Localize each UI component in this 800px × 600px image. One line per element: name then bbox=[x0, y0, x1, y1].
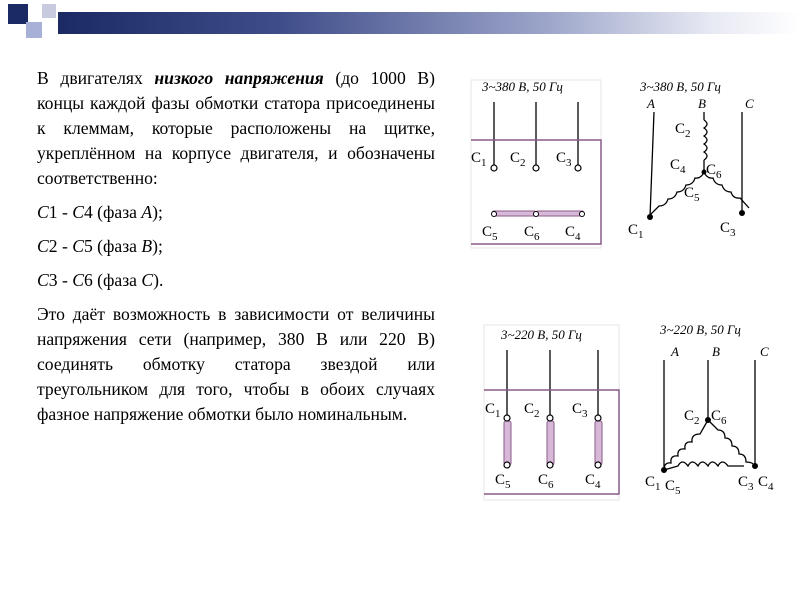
pair-separator: - bbox=[57, 270, 73, 290]
pair-start-letter: С bbox=[37, 202, 49, 222]
pair-separator: - bbox=[57, 236, 73, 256]
label-c3: $С_3$ bbox=[738, 474, 754, 493]
terminal-c3 bbox=[575, 165, 581, 171]
conclusion-paragraph: Это даёт возможность в зависимости от величины напряжения сети (например, 380 В или 220 В) соединять обмотку статора звездой или треугольником для того, чтобы в обоих случаях фазное напряжение обмотки было номинальным. bbox=[37, 304, 435, 424]
terminal-c1 bbox=[491, 165, 497, 171]
label-c6: $С_6$ bbox=[524, 224, 540, 243]
label-c2: $С_2$ bbox=[524, 401, 540, 420]
pair-phase-suffix: ); bbox=[152, 202, 163, 222]
terminal-node-c1-c5 bbox=[661, 467, 667, 473]
pair-phase-prefix: (фаза bbox=[92, 270, 142, 290]
star-winding-title: 3~380 В, 50 Гц bbox=[640, 79, 721, 94]
label-c6: $С_6$ bbox=[706, 162, 722, 181]
label-c3: $С_3$ bbox=[572, 401, 588, 420]
terminal-c1 bbox=[504, 415, 510, 421]
pair-end-number: 5 bbox=[83, 236, 93, 256]
terminal-node-c3-c4 bbox=[752, 463, 758, 469]
label-c2: $С_2$ bbox=[684, 408, 700, 427]
star-terminal-board-diagram bbox=[471, 79, 601, 248]
label-c1: $С_1$ bbox=[628, 222, 644, 241]
phase-label-b: В bbox=[698, 96, 706, 111]
phase-label-a: А bbox=[671, 344, 679, 359]
pair-end-number: 4 bbox=[83, 202, 93, 222]
pair-phase-prefix: (фаза bbox=[92, 202, 142, 222]
label-c1: $С_1$ bbox=[471, 150, 487, 169]
pair-phase-suffix: ); bbox=[152, 236, 163, 256]
label-c6: $С_6$ bbox=[711, 408, 727, 427]
label-c2: $С_2$ bbox=[510, 150, 526, 169]
label-c6: $С_6$ bbox=[538, 472, 554, 491]
delta-terminal-board-diagram bbox=[484, 325, 619, 500]
pair-end-number: 6 bbox=[83, 270, 93, 290]
terminal-c2 bbox=[547, 415, 553, 421]
terminal-c6 bbox=[534, 212, 539, 217]
label-c5: $С_5$ bbox=[665, 478, 681, 497]
pair-phase: В bbox=[141, 236, 153, 256]
label-c3: $С_3$ bbox=[556, 150, 572, 169]
pair-separator: - bbox=[57, 202, 73, 222]
label-c4: $С_4$ bbox=[565, 224, 581, 243]
lead-line bbox=[650, 112, 654, 217]
label-c5: $С_5$ bbox=[482, 224, 498, 243]
delta-jumper-1 bbox=[504, 421, 511, 465]
delta-winding-title: 3~220 В, 50 Гц bbox=[660, 322, 741, 337]
label-c5: $С_5$ bbox=[684, 185, 700, 204]
pair-phase-prefix: (фаза bbox=[92, 236, 142, 256]
phase-label-c: С bbox=[745, 96, 754, 111]
terminal-c5 bbox=[492, 212, 497, 217]
phase-label-c: С bbox=[760, 344, 769, 359]
terminal-c5 bbox=[504, 462, 510, 468]
pair-phase: А bbox=[141, 202, 153, 222]
terminal-node-c1 bbox=[647, 214, 653, 220]
intro-emphasis: низкого напряжения bbox=[154, 68, 324, 88]
terminal-c4 bbox=[595, 462, 601, 468]
pair-phase-suffix: ). bbox=[153, 270, 164, 290]
label-c3: $С_3$ bbox=[720, 220, 736, 239]
pair-end-letter: С bbox=[72, 270, 84, 290]
delta-jumper-3 bbox=[595, 421, 602, 465]
delta-winding-diagram bbox=[645, 322, 774, 497]
label-c2: $С_2$ bbox=[675, 121, 691, 140]
winding-coil-2 bbox=[704, 120, 707, 160]
star-board-title: 3~380 В, 50 Гц bbox=[482, 79, 563, 94]
pair-start-number: 1 bbox=[48, 202, 58, 222]
star-jumper-1 bbox=[492, 211, 536, 216]
label-c1: $С_1$ bbox=[485, 401, 501, 420]
label-c1: $С_1$ bbox=[645, 474, 661, 493]
pair-start-letter: С bbox=[37, 236, 49, 256]
intro-text-start: В двигателях bbox=[37, 68, 155, 88]
winding-coil-3 bbox=[664, 462, 744, 470]
label-c4: $С_4$ bbox=[585, 472, 601, 491]
terminal-node-c3 bbox=[739, 210, 745, 216]
delta-board-title: 3~220 В, 50 Гц bbox=[501, 327, 582, 342]
pair-phase: С bbox=[141, 270, 154, 290]
pair-start-letter: С bbox=[37, 270, 49, 290]
intro-text-end: (до 1000 В) концы каждой фазы обмотки статора присоединены к клеммам, которые расположены на щитке, укреплённом на корпусе двигателя, и обозначены соответственно: bbox=[37, 68, 435, 188]
pair-end-letter: С bbox=[72, 202, 84, 222]
star-winding-diagram bbox=[628, 79, 754, 241]
label-c4: $С_4$ bbox=[670, 157, 686, 176]
terminal-c6 bbox=[547, 462, 553, 468]
terminal-c2 bbox=[533, 165, 539, 171]
pair-end-letter: С bbox=[72, 236, 84, 256]
phase-label-b: В bbox=[712, 344, 720, 359]
terminal-c4 bbox=[580, 212, 585, 217]
pair-start-number: 2 bbox=[48, 236, 58, 256]
label-c5: $С_5$ bbox=[495, 472, 511, 491]
terminal-c3 bbox=[595, 415, 601, 421]
pair-start-number: 3 bbox=[48, 270, 58, 290]
winding-coil-2 bbox=[708, 420, 755, 466]
label-c4: $С_4$ bbox=[758, 474, 774, 493]
star-jumper-2 bbox=[536, 211, 584, 216]
phase-label-a: А bbox=[647, 96, 655, 111]
delta-jumper-2 bbox=[547, 421, 554, 465]
